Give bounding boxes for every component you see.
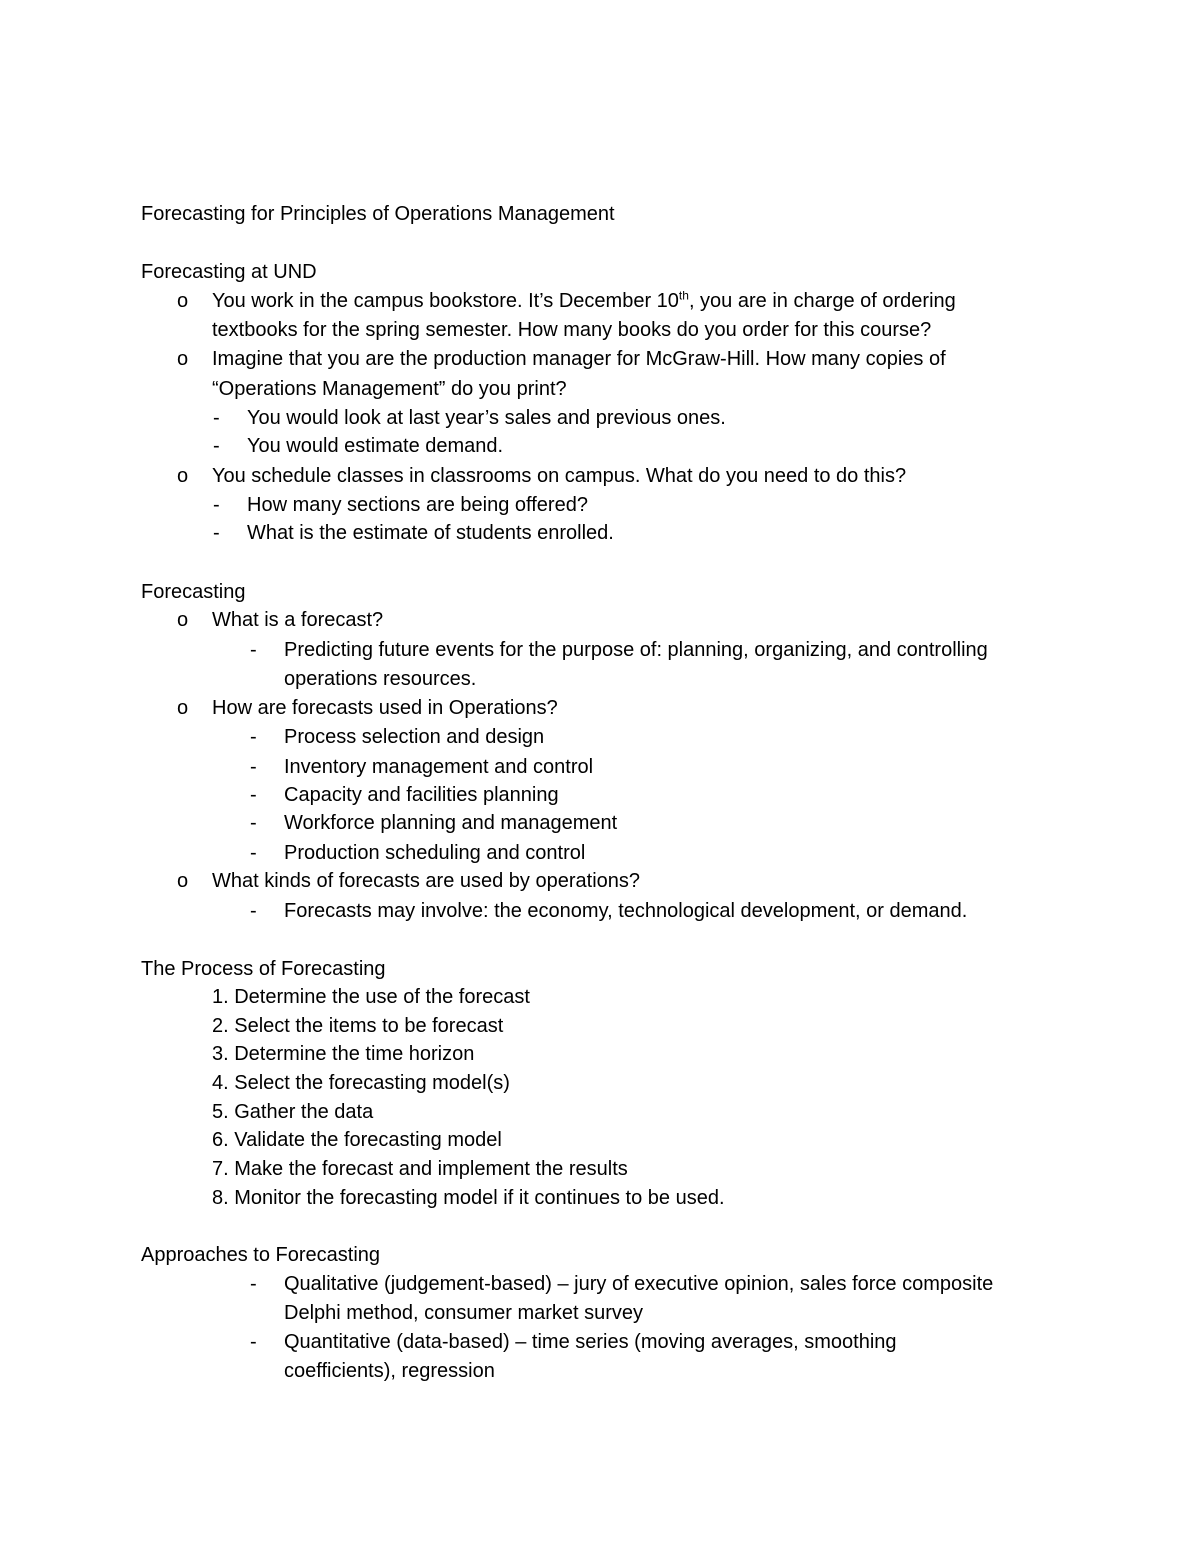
dash-marker: -	[250, 812, 257, 834]
numbered-step: 8. Monitor the forecasting model if it continues to be used.	[212, 1187, 725, 1209]
bullet-marker: o	[177, 697, 189, 719]
numbered-step: 6. Validate the forecasting model	[212, 1129, 502, 1151]
section-heading-approaches-to-forecasting: Approaches to Forecasting	[141, 1244, 381, 1266]
sub-bullet-text: Production scheduling and control	[284, 842, 586, 864]
dash-marker: -	[250, 726, 257, 748]
sub-bullet-text: Forecasts may involve: the economy, technological development, or demand.	[284, 900, 968, 922]
numbered-step: 4. Select the forecasting model(s)	[212, 1072, 510, 1094]
bullet-marker: o	[177, 290, 189, 312]
dash-marker: -	[250, 784, 257, 806]
bullet-marker: o	[177, 870, 189, 892]
sub-bullet-text-continued: operations resources.	[284, 668, 477, 690]
sub-bullet-text: Capacity and facilities planning	[284, 784, 559, 806]
section-heading-forecasting-at-und: Forecasting at UND	[141, 261, 317, 283]
numbered-step: 3. Determine the time horizon	[212, 1043, 475, 1065]
bullet-text: What kinds of forecasts are used by operations?	[212, 870, 641, 892]
section-heading-forecasting: Forecasting	[141, 581, 246, 603]
numbered-step: 7. Make the forecast and implement the results	[212, 1158, 628, 1180]
document-title: Forecasting for Principles of Operations Management	[141, 203, 615, 225]
sub-bullet-text: Quantitative (data-based) – time series (moving averages, smoothing	[284, 1331, 897, 1353]
bullet-text	[212, 289, 956, 313]
sub-bullet-text: What is the estimate of students enrolled.	[247, 522, 614, 544]
bullet-text-part: , you are in charge of ordering	[688, 290, 956, 312]
bullet-text: Imagine that you are the production manager for McGraw-Hill. How many copies of	[212, 348, 946, 370]
sub-bullet-text: Predicting future events for the purpose of: planning, organizing, and controlling	[284, 639, 988, 661]
sub-bullet-text: You would estimate demand.	[247, 435, 504, 457]
dash-marker: -	[250, 1331, 257, 1353]
sub-bullet-text: Qualitative (judgement-based) – jury of executive opinion, sales force composite	[284, 1273, 994, 1295]
bullet-text: How are forecasts used in Operations?	[212, 697, 558, 719]
bullet-text-continued: “Operations Management” do you print?	[212, 378, 567, 400]
bullet-text: What is a forecast?	[212, 609, 384, 631]
bullet-text: You schedule classes in classrooms on campus. What do you need to do this?	[212, 465, 907, 487]
bullet-marker: o	[177, 609, 189, 631]
dash-marker: -	[250, 639, 257, 661]
numbered-step: 5. Gather the data	[212, 1101, 374, 1123]
numbered-step: 1. Determine the use of the forecast	[212, 986, 530, 1008]
dash-marker: -	[213, 435, 220, 457]
sub-bullet-text: Process selection and design	[284, 726, 545, 748]
sub-bullet-text-continued: Delphi method, consumer market survey	[284, 1302, 644, 1324]
sub-bullet-text: Inventory management and control	[284, 756, 594, 778]
dash-marker: -	[250, 756, 257, 778]
numbered-step: 2. Select the items to be forecast	[212, 1015, 504, 1037]
dash-marker: -	[250, 1273, 257, 1295]
bullet-marker: o	[177, 348, 189, 370]
dash-marker: -	[213, 494, 220, 516]
superscript: th	[678, 288, 689, 303]
sub-bullet-text: How many sections are being offered?	[247, 494, 588, 516]
sub-bullet-text: Workforce planning and management	[284, 812, 618, 834]
sub-bullet-text-continued: coefficients), regression	[284, 1360, 495, 1382]
section-heading-process-of-forecasting: The Process of Forecasting	[141, 958, 386, 980]
dash-marker: -	[250, 842, 257, 864]
dash-marker: -	[250, 900, 257, 922]
dash-marker: -	[213, 522, 220, 544]
sub-bullet-text: You would look at last year’s sales and previous ones.	[247, 407, 726, 429]
bullet-text-part: You work in the campus bookstore. It’s December 10	[212, 290, 679, 312]
bullet-marker: o	[177, 465, 189, 487]
bullet-text-continued: textbooks for the spring semester. How many books do you order for this course?	[212, 319, 932, 341]
dash-marker: -	[213, 407, 220, 429]
